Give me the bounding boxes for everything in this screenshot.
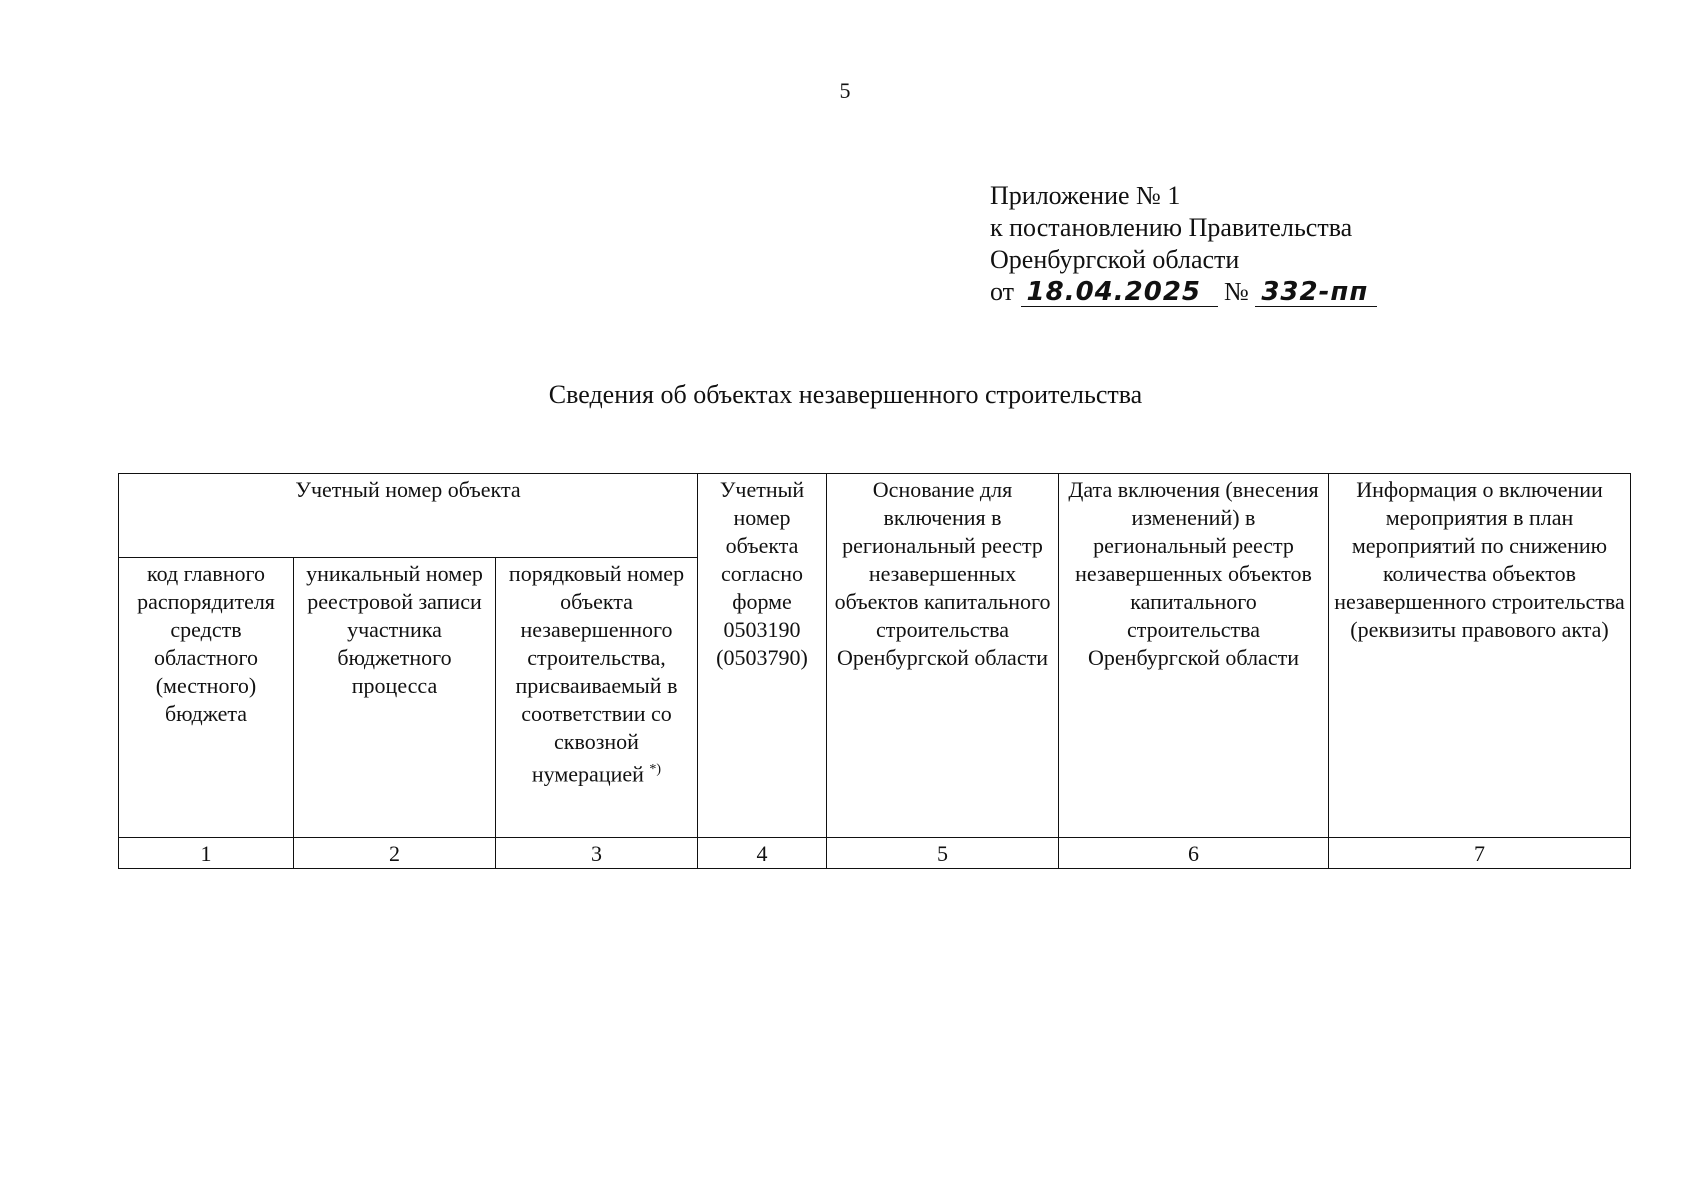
date-prefix: от	[990, 277, 1015, 306]
header-col-5: Основание для включения в региональный реестр незавершенных объектов капитального строительства Оренбургской области	[827, 474, 1059, 838]
column-number: 7	[1329, 838, 1631, 869]
page-number: 5	[839, 78, 851, 103]
document-title: Сведения об объектах незавершенного строительства	[548, 380, 1143, 409]
appendix-date-line	[990, 276, 1377, 308]
table-header-row	[119, 474, 1631, 558]
footnote-mark: *)	[649, 762, 662, 777]
handwritten-date: 18.04.2025	[1021, 278, 1218, 307]
column-number: 5	[827, 838, 1059, 869]
appendix-line-2: к постановлению Правительства	[990, 213, 1353, 242]
register-table	[118, 473, 1631, 869]
number-prefix: №	[1224, 277, 1249, 306]
column-numbers-row	[119, 838, 1631, 869]
column-number: 2	[294, 838, 496, 869]
handwritten-number: 332-пп	[1255, 278, 1377, 307]
header-col-3-text: порядковый номер объекта незавершенного строительства, присваиваемый в соответствии со сквозной нумерацией	[508, 561, 685, 787]
header-col-2: уникальный номер реестровой записи участника бюджетного процесса	[294, 558, 496, 838]
header-col-1: код главного распорядителя средств областного (местного) бюджета	[119, 558, 294, 838]
header-col-3	[496, 558, 698, 838]
appendix-line-1: Приложение № 1	[990, 181, 1181, 210]
appendix-line-3: Оренбургской области	[990, 245, 1240, 274]
column-number: 4	[698, 838, 827, 869]
column-number: 6	[1059, 838, 1329, 869]
appendix-block	[990, 180, 1377, 308]
column-number: 3	[496, 838, 698, 869]
header-col-6: Дата включения (внесения изменений) в региональный реестр незавершенных объектов капитального строительства Оренбургской области	[1059, 474, 1329, 838]
column-number: 1	[119, 838, 294, 869]
header-col-7: Информация о включении мероприятия в план мероприятий по снижению количества объектов незавершенного строительства (реквизиты правового акта)	[1329, 474, 1631, 838]
header-accounting-number-group: Учетный номер объекта	[119, 474, 698, 558]
header-col-4: Учетный номер объекта согласно форме 0503190 (0503790)	[698, 474, 827, 838]
